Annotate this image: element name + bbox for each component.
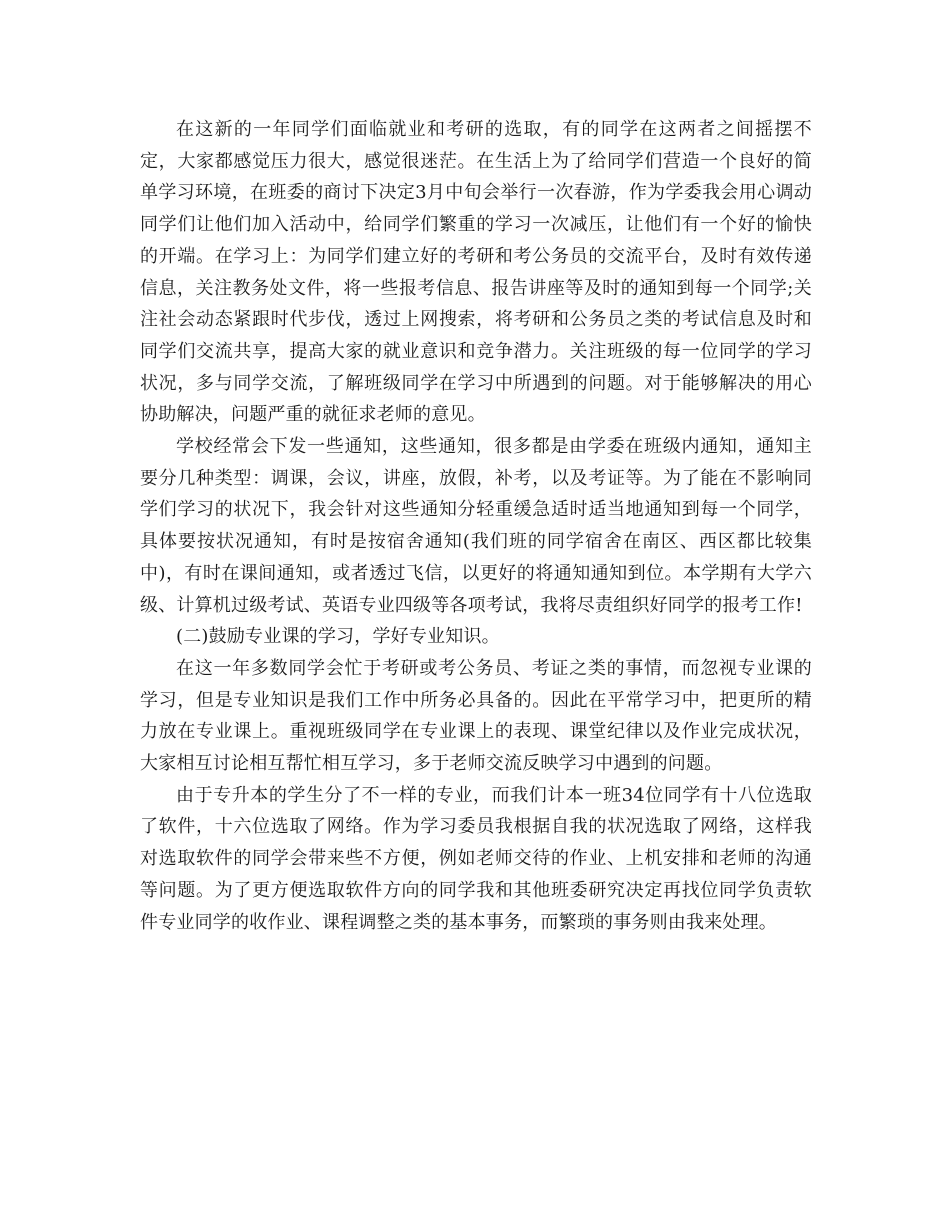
paragraph-major-course-study: 在这一年多数同学会忙于考研或考公务员、考证之类的事情，而忽视专业课的学习，但是专业知识是我们工作中所务必具备的。因此在平常学习中，把更所的精力放在专业课上。重视班级同学在专业课上的表现、课堂纪律以及作业完成状况，大家相互讨论相互帮忙相互学习，多于老师交流反映学习中遇到的问题。 (140, 657, 812, 775)
document-page (140, 114, 812, 938)
paragraph-school-notices: 学校经常会下发一些通知，这些通知，很多都是由学委在班级内通知，通知主要分几种类型：调课，会议，讲座，放假，补考，以及考证等。为了能在不影响同学们学习的状况下，我会针对这些通知分轻重缓急适时适当地通知到每一个同学，具体要按状况通知，有时是按宿舍通知(我们班的同学宿舍在南区、西区都比较集中)，有时在课间通知，或者透过飞信，以更好的将通知通知到位。本学期有大学六级、计算机过级考试、英语专业四级等各项考试，我将尽责组织好同学的报考工作! (140, 436, 812, 616)
section-heading-major-courses: (二)鼓励专业课的学习，学好专业知识。 (176, 626, 500, 648)
paragraph-software-network-split: 由于专升本的学生分了不一样的专业，而我们计本一班34位同学有十八位选取了软件，十六位选取了网络。作为学习委员我根据自我的状况选取了网络，这样我对选取软件的同学会带来些不方便，例如老师交待的作业、上机安排和老师的沟通等问题。为了更方便选取软件方向的同学我和其他班委研究决定再找位同学负责软件专业同学的收作业、课程调整之类的基本事务，而繁琐的事务则由我来处理。 (140, 784, 812, 933)
paragraph-student-life-and-study: 在这新的一年同学们面临就业和考研的选取，有的同学在这两者之间摇摆不定，大家都感觉压力很大，感觉很迷茫。在生活上为了给同学们营造一个良好的简单学习环境，在班委的商讨下决定3月中旬会举行一次春游，作为学委我会用心调动同学们让他们加入活动中，给同学们繁重的学习一次减压，让他们有一个好的愉快的开端。在学习上：为同学们建立好的考研和考公务员的交流平台，及时有效传递信息，关注教务处文件，将一些报考信息、报告讲座等及时的通知到每一个同学;关注社会动态紧跟时代步伐，透过上网搜索，将考研和公务员之类的考试信息及时和同学们交流共享，提高大家的就业意识和竞争潜力。关注班级的每一位同学的学习状况，多与同学交流，了解班级同学在学习中所遇到的问题。对于能够解决的用心协助解决，问题严重的就征求老师的意见。 (140, 119, 812, 426)
